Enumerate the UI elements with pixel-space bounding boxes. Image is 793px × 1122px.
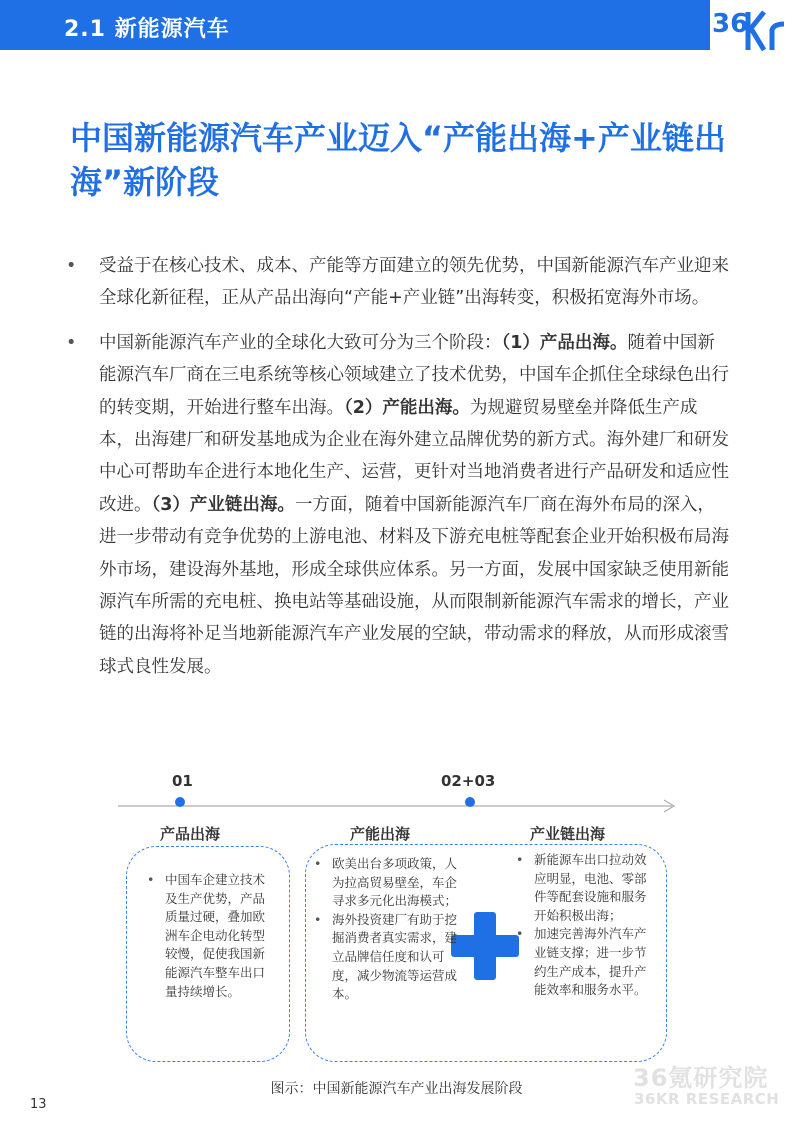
bullet-text: 受益于在核心技术、成本、产能等方面建立的领先优势，中国新能源汽车产业迎来全球化新征程，正从产品出海向“产能+产业链”出海转变，积极拓宽海外市场。 bbox=[99, 256, 729, 309]
box-item: • 加速完善海外汽车产业链支撑；进一步节约生产成本，提升产能效率和服务水平。 bbox=[512, 925, 658, 999]
figure-caption: 图示：中国新能源汽车产业出海发展阶段 bbox=[270, 1081, 523, 1097]
watermark-en: 36KR RESEARCH bbox=[634, 1090, 780, 1108]
timeline-marker-01: 01 bbox=[172, 772, 193, 790]
stage-box-combined bbox=[305, 844, 667, 1062]
stage-box-capacity bbox=[310, 855, 466, 1004]
stage-box-product bbox=[126, 846, 290, 1062]
36kr-logo bbox=[700, 0, 793, 52]
page-title: 中国新能源汽车产业迈入“产能出海+产业链出海”新阶段 bbox=[70, 119, 726, 201]
stage-label-capacity: 产能出海 bbox=[350, 825, 411, 843]
bullet-text: 随着中国新能源汽车厂商在三电系统等核心领域建立了技术优势，中国车企抓住全球绿色出行的转变期，开始进行整车出海。 bbox=[99, 332, 729, 418]
stage-box-chain bbox=[512, 851, 658, 1000]
stage-label-product: 产品出海 bbox=[160, 825, 221, 843]
stage-label-chain: 产业链出海 bbox=[530, 825, 606, 843]
timeline-dot bbox=[175, 797, 185, 807]
watermark-cn: 36氪研究院 bbox=[633, 1064, 769, 1092]
svg-text:36: 36 bbox=[712, 9, 749, 39]
box-item: • 新能源车出口拉动效应明显，电池、零部件等配套设施和服务开始积极出海； bbox=[512, 851, 658, 925]
bullet-text: 为规避贸易壁垒并降低生产成本，出海建厂和研发基地成为企业在海外建立品牌优势的新方式。海外建厂和研发中心可帮助车企进行本地化生产、运营，更针对当地消费者进行产品研发和适应性改进。 bbox=[99, 397, 729, 515]
section-title: 2.1 新能源汽车 bbox=[64, 17, 230, 42]
stage-diagram bbox=[0, 760, 793, 1100]
bullet-text: 中国新能源汽车产业的全球化大致可分为三个阶段： bbox=[99, 332, 502, 353]
stage-heading: （1）产品出海。 bbox=[501, 332, 628, 353]
timeline-marker-02-03: 02+03 bbox=[441, 772, 496, 790]
timeline-dot bbox=[465, 797, 475, 807]
box-item: • 海外投资建厂有助于挖掘消费者真实需求，建立品牌信任度和认可度，减少物流等运营成本。 bbox=[310, 911, 466, 1004]
bullet-item bbox=[64, 250, 729, 315]
stage-heading: （2）产能出海。 bbox=[344, 397, 470, 418]
bullet-item bbox=[64, 327, 729, 683]
box-item: • 欧美出台多项政策，人为拉高贸易壁垒，车企寻求多元化出海模式； bbox=[310, 855, 466, 911]
page-number: 13 bbox=[30, 1097, 47, 1112]
bullet-text: 一方面，随着中国新能源汽车厂商在海外布局的深入，进一步带动有竞争优势的上游电池、材料及下游充电桩等配套企业开始积极布局海外市场，建设海外基地，形成全球供应体系。另一方面，发展中国家缺乏使用新能源汽车所需的充电桩、换电站等基础设施，从而限制新能源汽车需求的增长，产业链的出海将补足当地新能源汽车产业发展的空缺，带动需求的释放，从而形成滚雪球式良性发展。 bbox=[99, 494, 729, 677]
box-item: • 中国车企建立技术及生产优势，产品质量过硬，叠加欧洲车企电动化转型较慢，促使我国新能源汽车整车出口量持续增长。 bbox=[143, 871, 275, 1001]
stage-heading: （3）产业链出海。 bbox=[151, 494, 295, 515]
bullet-list bbox=[64, 250, 729, 695]
